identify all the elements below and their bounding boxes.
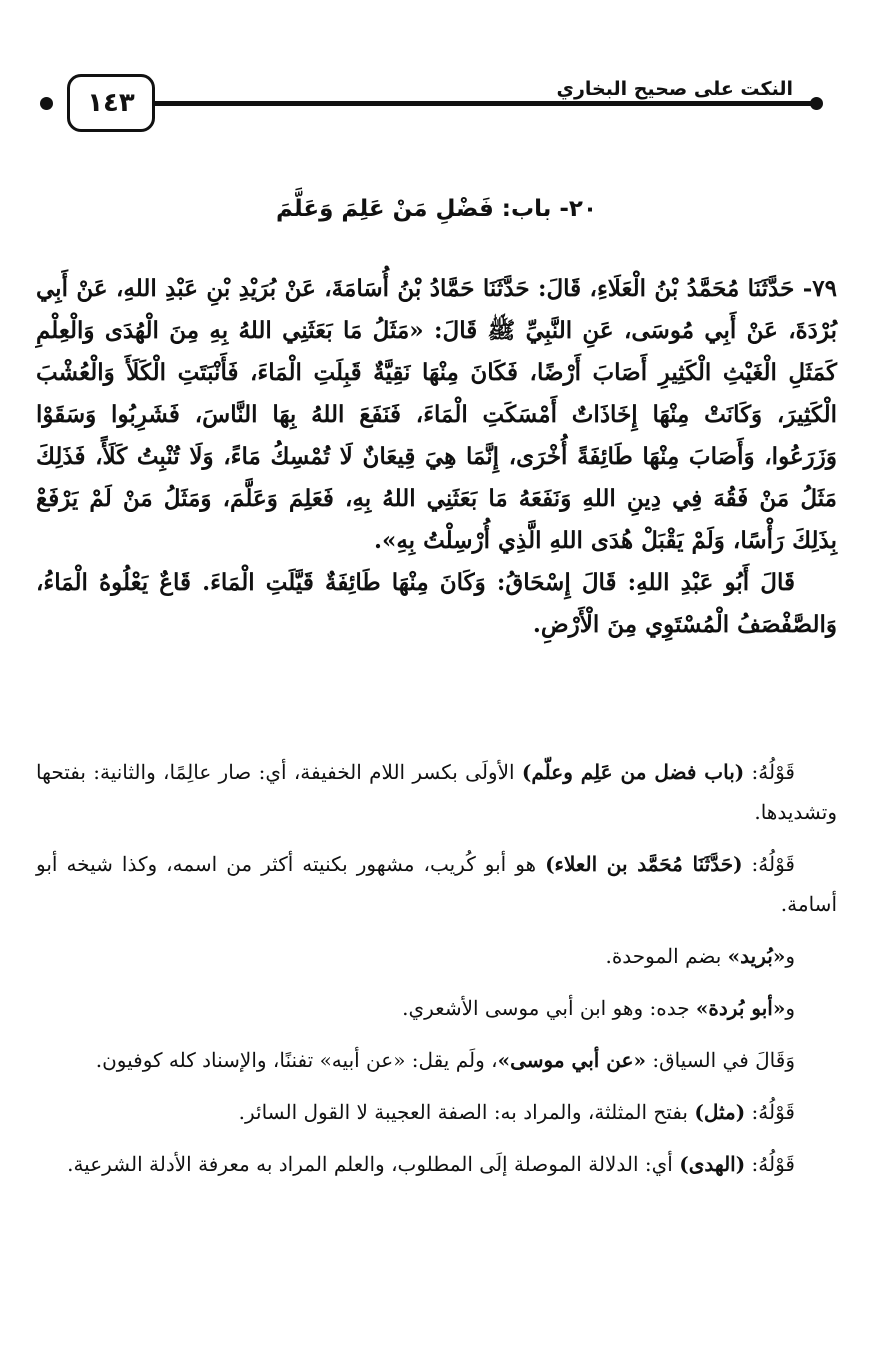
commentary-body: أي: الدلالة الموصلة إلَى المطلوب، والعلم المراد به معرفة الأدلة الشرعية. [67, 1152, 680, 1176]
commentary-lead: قَوْلُهُ: [742, 852, 795, 876]
commentary-term: «أبو بُردة» [695, 996, 786, 1020]
commentary-lead: و [785, 944, 795, 968]
hadith-block [36, 268, 837, 646]
commentary-body: هو أبو كُريب، مشهور بكنيته أكثر من اسمه، وكذا شيخه أبو أسامة. [36, 852, 837, 916]
header-dot-left [40, 97, 53, 110]
header-rule [155, 101, 813, 106]
commentary-paragraph [36, 752, 837, 832]
commentary-lead: وَقَالَ في السياق: [645, 1048, 795, 1072]
commentary-paragraph [36, 1040, 837, 1080]
commentary-paragraph [36, 1144, 837, 1184]
chapter-heading: ٢٠- باب: فَضْلِ مَنْ عَلِمَ وَعَلَّمَ [275, 196, 597, 222]
commentary-paragraph [36, 1092, 837, 1132]
commentary-lead: قَوْلُهُ: [745, 1152, 795, 1176]
commentary-lead: قَوْلُهُ: [745, 1100, 795, 1124]
commentary-body: بفتح المثلثة، والمراد به: الصفة العجيبة لا القول السائر. [238, 1100, 695, 1124]
commentary-paragraph [36, 936, 837, 976]
commentary-body: جده: وهو ابن أبي موسى الأشعري. [402, 996, 696, 1020]
page-header [0, 0, 873, 160]
commentary-lead: قَوْلُهُ: [744, 760, 795, 784]
book-title: النكت على صحيح البخاري [547, 78, 803, 100]
commentary-block [36, 752, 837, 1184]
commentary-body: الأولَى بكسر اللام الخفيفة، أي: صار عالِمًا، والثانية: بفتحها وتشديدها. [36, 760, 837, 824]
hadith-note: قَالَ أَبُو عَبْدِ اللهِ: قَالَ إِسْحَاقُ: وَكَانَ مِنْهَا طَائِفَةٌ قَيَّلَتِ الْمَاءَ. قَاعٌ يَعْلُوهُ الْمَاءُ، وَالصَّفْصَفُ الْمُسْتَوِي مِنَ الْأَرْضِ. [36, 569, 837, 638]
commentary-body: ، ولَم يقل: «عن أبيه» تفننًا، والإسناد كله كوفيون. [95, 1048, 498, 1072]
commentary-term: (حَدَّثَنَا مُحَمَّد بن العلاء) [545, 852, 743, 876]
commentary-body: بضم الموحدة. [605, 944, 728, 968]
commentary-term: «بُريد» [727, 944, 786, 968]
commentary-paragraph [36, 844, 837, 924]
page-number: ١٤٣ [67, 74, 155, 132]
hadith-text: ٧٩- حَدَّثَنَا مُحَمَّدُ بْنُ الْعَلَاءِ، قَالَ: حَدَّثَنَا حَمَّادُ بْنُ أُسَامَةَ، عَنْ بُرَيْدِ بْنِ عَبْدِ اللهِ، عَنْ أَبِي بُرْدَةَ، عَنْ أَبِي مُوسَى، عَنِ النَّبِيِّ ﷺ قَالَ: «مَثَلُ مَا بَعَثَنِي اللهُ بِهِ مِنَ الْهُدَى وَالْعِلْمِ كَمَثَلِ الْغَيْثِ الْكَثِيرِ أَصَابَ أَرْضًا، فَكَانَ مِنْهَا نَقِيَّةٌ قَبِلَتِ الْمَاءَ، فَأَنْبَتَتِ الْكَلَأَ وَالْعُشْبَ الْكَثِيرَ، وَكَانَتْ مِنْهَا إِخَاذَاتٌ أَمْسَكَتِ الْمَاءَ، فَنَفَعَ اللهُ بِهَا النَّاسَ، فَشَرِبُوا وَسَقَوْا وَزَرَعُوا، وَأَصَابَ مِنْهَا طَائِفَةً أُخْرَى، إِنَّمَا هِيَ قِيعَانٌ لَا تُمْسِكُ مَاءً، وَلَا تُنْبِتُ كَلَأً، فَذَلِكَ مَثَلُ مَنْ فَقُهَ فِي دِينِ اللهِ وَنَفَعَهُ مَا بَعَثَنِي اللهُ بِهِ، فَعَلِمَ وَعَلَّمَ، وَمَثَلُ مَنْ لَمْ يَرْفَعْ بِذَلِكَ رَأْسًا، وَلَمْ يَقْبَلْ هُدَى اللهِ الَّذِي أُرْسِلْتُ بِهِ». [36, 275, 837, 554]
commentary-term: (الهدى) [679, 1152, 746, 1176]
commentary-term: (مثل) [694, 1100, 746, 1124]
commentary-term: (باب فضل من عَلِم وعلّم) [521, 760, 745, 784]
header-dot-right [810, 97, 823, 110]
commentary-term: «عن أبي موسى» [497, 1048, 646, 1072]
commentary-paragraph [36, 988, 837, 1028]
commentary-lead: و [785, 996, 795, 1020]
